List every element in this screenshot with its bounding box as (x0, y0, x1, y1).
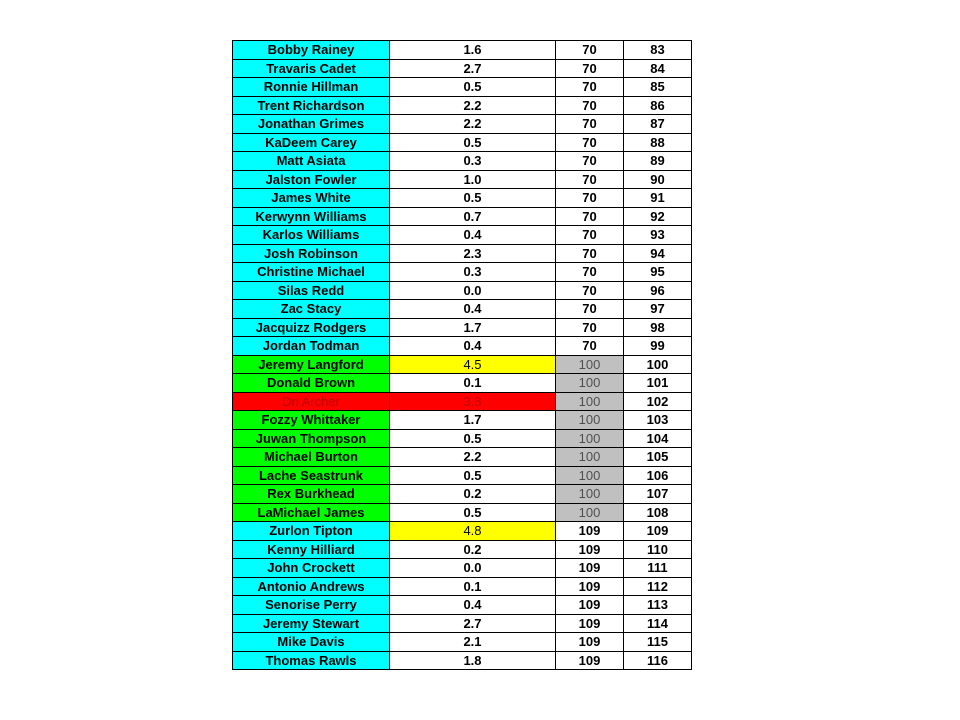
number-cell[interactable]: 87 (624, 115, 692, 134)
number-cell[interactable]: 113 (624, 596, 692, 615)
player-name-cell[interactable]: Dri Archer (233, 392, 390, 411)
player-name-cell[interactable]: Fozzy Whittaker (233, 411, 390, 430)
value-cell[interactable]: 2.1 (390, 633, 556, 652)
rank-cell[interactable]: 70 (556, 318, 624, 337)
number-cell[interactable]: 101 (624, 374, 692, 393)
number-cell[interactable]: 90 (624, 170, 692, 189)
table-row (233, 115, 692, 134)
rank-cell[interactable]: 70 (556, 170, 624, 189)
rank-cell[interactable]: 100 (556, 355, 624, 374)
number-cell[interactable]: 96 (624, 281, 692, 300)
rank-cell[interactable]: 70 (556, 189, 624, 208)
rank-cell[interactable]: 100 (556, 466, 624, 485)
table-row (233, 207, 692, 226)
player-name-cell[interactable]: Bobby Rainey (233, 41, 390, 60)
table-row (233, 522, 692, 541)
rank-cell[interactable]: 100 (556, 503, 624, 522)
player-name-cell[interactable]: Ronnie Hillman (233, 78, 390, 97)
value-cell[interactable]: 2.2 (390, 448, 556, 467)
player-name-cell[interactable]: Jalston Fowler (233, 170, 390, 189)
number-cell[interactable]: 86 (624, 96, 692, 115)
player-name-cell[interactable]: Antonio Andrews (233, 577, 390, 596)
number-cell[interactable]: 102 (624, 392, 692, 411)
player-name-cell[interactable]: LaMichael James (233, 503, 390, 522)
number-cell[interactable]: 84 (624, 59, 692, 78)
rank-cell[interactable]: 100 (556, 485, 624, 504)
table-row (233, 170, 692, 189)
number-cell[interactable]: 105 (624, 448, 692, 467)
value-cell[interactable]: 1.7 (390, 318, 556, 337)
rank-cell[interactable]: 109 (556, 614, 624, 633)
table-row (233, 355, 692, 374)
player-name-cell[interactable]: James White (233, 189, 390, 208)
value-cell[interactable]: 0.4 (390, 300, 556, 319)
rank-cell[interactable]: 70 (556, 96, 624, 115)
table-row (233, 651, 692, 670)
value-cell[interactable]: 1.6 (390, 41, 556, 60)
value-cell[interactable]: 0.4 (390, 596, 556, 615)
table-row (233, 337, 692, 356)
table-row (233, 318, 692, 337)
player-name-cell[interactable]: Kenny Hilliard (233, 540, 390, 559)
value-cell[interactable]: 0.3 (390, 152, 556, 171)
rank-cell[interactable]: 100 (556, 411, 624, 430)
value-cell[interactable]: 0.0 (390, 559, 556, 578)
value-cell[interactable]: 4.5 (390, 355, 556, 374)
value-cell[interactable]: 0.4 (390, 337, 556, 356)
number-cell[interactable]: 103 (624, 411, 692, 430)
rank-cell[interactable]: 109 (556, 559, 624, 578)
number-cell[interactable]: 95 (624, 263, 692, 282)
number-cell[interactable]: 112 (624, 577, 692, 596)
table-row (233, 429, 692, 448)
number-cell[interactable]: 92 (624, 207, 692, 226)
table-row (233, 392, 692, 411)
rank-cell[interactable]: 109 (556, 577, 624, 596)
table-row (233, 41, 692, 60)
value-cell[interactable]: 2.2 (390, 96, 556, 115)
value-cell[interactable]: 3.8 (390, 392, 556, 411)
table-row (233, 374, 692, 393)
table-row (233, 633, 692, 652)
value-cell[interactable]: 0.7 (390, 207, 556, 226)
rank-cell[interactable]: 70 (556, 263, 624, 282)
player-name-cell[interactable]: Michael Burton (233, 448, 390, 467)
value-cell[interactable]: 0.5 (390, 503, 556, 522)
rank-cell[interactable]: 100 (556, 429, 624, 448)
number-cell[interactable]: 94 (624, 244, 692, 263)
player-name-cell[interactable]: Jacquizz Rodgers (233, 318, 390, 337)
table-row (233, 577, 692, 596)
table-row (233, 559, 692, 578)
player-name-cell[interactable]: Silas Redd (233, 281, 390, 300)
value-cell[interactable]: 0.5 (390, 133, 556, 152)
number-cell[interactable]: 100 (624, 355, 692, 374)
table-row (233, 59, 692, 78)
table-row (233, 244, 692, 263)
value-cell[interactable]: 2.7 (390, 59, 556, 78)
table-row (233, 226, 692, 245)
number-cell[interactable]: 108 (624, 503, 692, 522)
rank-cell[interactable]: 70 (556, 226, 624, 245)
table-row (233, 152, 692, 171)
rank-cell[interactable]: 70 (556, 281, 624, 300)
table-row (233, 411, 692, 430)
rank-cell[interactable]: 109 (556, 596, 624, 615)
table-row (233, 300, 692, 319)
number-cell[interactable]: 83 (624, 41, 692, 60)
table-row (233, 133, 692, 152)
table-row (233, 540, 692, 559)
player-name-cell[interactable]: Jeremy Stewart (233, 614, 390, 633)
number-cell[interactable]: 106 (624, 466, 692, 485)
value-cell[interactable]: 2.3 (390, 244, 556, 263)
player-name-cell[interactable]: Thomas Rawls (233, 651, 390, 670)
number-cell[interactable]: 91 (624, 189, 692, 208)
player-name-cell[interactable]: Donald Brown (233, 374, 390, 393)
player-name-cell[interactable]: KaDeem Carey (233, 133, 390, 152)
value-cell[interactable]: 0.3 (390, 263, 556, 282)
number-cell[interactable]: 97 (624, 300, 692, 319)
player-name-cell[interactable]: John Crockett (233, 559, 390, 578)
value-cell[interactable]: 2.2 (390, 115, 556, 134)
value-cell[interactable]: 1.7 (390, 411, 556, 430)
table-row (233, 485, 692, 504)
number-cell[interactable]: 110 (624, 540, 692, 559)
rank-cell[interactable]: 70 (556, 41, 624, 60)
player-name-cell[interactable]: Zac Stacy (233, 300, 390, 319)
player-name-cell[interactable]: Trent Richardson (233, 96, 390, 115)
value-cell[interactable]: 0.5 (390, 78, 556, 97)
player-table-container (232, 40, 691, 670)
rank-cell[interactable]: 70 (556, 59, 624, 78)
player-name-cell[interactable]: Senorise Perry (233, 596, 390, 615)
value-cell[interactable]: 0.0 (390, 281, 556, 300)
value-cell[interactable]: 0.2 (390, 540, 556, 559)
rank-cell[interactable]: 100 (556, 392, 624, 411)
table-row (233, 78, 692, 97)
table-row (233, 596, 692, 615)
number-cell[interactable]: 89 (624, 152, 692, 171)
player-name-cell[interactable]: Christine Michael (233, 263, 390, 282)
table-row (233, 448, 692, 467)
number-cell[interactable]: 115 (624, 633, 692, 652)
player-name-cell[interactable]: Jeremy Langford (233, 355, 390, 374)
value-cell[interactable]: 1.8 (390, 651, 556, 670)
rank-cell[interactable]: 70 (556, 244, 624, 263)
value-cell[interactable]: 0.1 (390, 374, 556, 393)
rank-cell[interactable]: 70 (556, 152, 624, 171)
number-cell[interactable]: 85 (624, 78, 692, 97)
number-cell[interactable]: 99 (624, 337, 692, 356)
value-cell[interactable]: 0.5 (390, 429, 556, 448)
table-row (233, 466, 692, 485)
player-name-cell[interactable]: Rex Burkhead (233, 485, 390, 504)
number-cell[interactable]: 109 (624, 522, 692, 541)
player-name-cell[interactable]: Zurlon Tipton (233, 522, 390, 541)
rank-cell[interactable]: 70 (556, 207, 624, 226)
player-name-cell[interactable]: Kerwynn Williams (233, 207, 390, 226)
number-cell[interactable]: 98 (624, 318, 692, 337)
player-name-cell[interactable]: Matt Asiata (233, 152, 390, 171)
rank-cell[interactable]: 109 (556, 522, 624, 541)
table-row (233, 96, 692, 115)
number-cell[interactable]: 88 (624, 133, 692, 152)
rank-cell[interactable]: 109 (556, 633, 624, 652)
number-cell[interactable]: 107 (624, 485, 692, 504)
rank-cell[interactable]: 109 (556, 540, 624, 559)
rank-cell[interactable]: 109 (556, 651, 624, 670)
table-row (233, 503, 692, 522)
player-name-cell[interactable]: Josh Robinson (233, 244, 390, 263)
value-cell[interactable]: 0.2 (390, 485, 556, 504)
value-cell[interactable]: 0.5 (390, 466, 556, 485)
value-cell[interactable]: 0.1 (390, 577, 556, 596)
player-name-cell[interactable]: Mike Davis (233, 633, 390, 652)
rank-cell[interactable]: 70 (556, 78, 624, 97)
player-name-cell[interactable]: Juwan Thompson (233, 429, 390, 448)
rank-cell[interactable]: 70 (556, 115, 624, 134)
rank-cell[interactable]: 100 (556, 374, 624, 393)
player-name-cell[interactable]: Jordan Todman (233, 337, 390, 356)
value-cell[interactable]: 2.7 (390, 614, 556, 633)
number-cell[interactable]: 93 (624, 226, 692, 245)
value-cell[interactable]: 1.0 (390, 170, 556, 189)
rank-cell[interactable]: 70 (556, 300, 624, 319)
player-name-cell[interactable]: Lache Seastrunk (233, 466, 390, 485)
player-name-cell[interactable]: Travaris Cadet (233, 59, 390, 78)
rank-cell[interactable]: 70 (556, 337, 624, 356)
rank-cell[interactable]: 70 (556, 133, 624, 152)
table-row (233, 263, 692, 282)
value-cell[interactable]: 0.4 (390, 226, 556, 245)
number-cell[interactable]: 111 (624, 559, 692, 578)
rank-cell[interactable]: 100 (556, 448, 624, 467)
table-row (233, 614, 692, 633)
number-cell[interactable]: 114 (624, 614, 692, 633)
value-cell[interactable]: 4.8 (390, 522, 556, 541)
table-row (233, 281, 692, 300)
table-row (233, 189, 692, 208)
number-cell[interactable]: 116 (624, 651, 692, 670)
value-cell[interactable]: 0.5 (390, 189, 556, 208)
number-cell[interactable]: 104 (624, 429, 692, 448)
player-name-cell[interactable]: Jonathan Grimes (233, 115, 390, 134)
player-name-cell[interactable]: Karlos Williams (233, 226, 390, 245)
player-table-body (233, 41, 692, 670)
player-table (232, 40, 692, 670)
